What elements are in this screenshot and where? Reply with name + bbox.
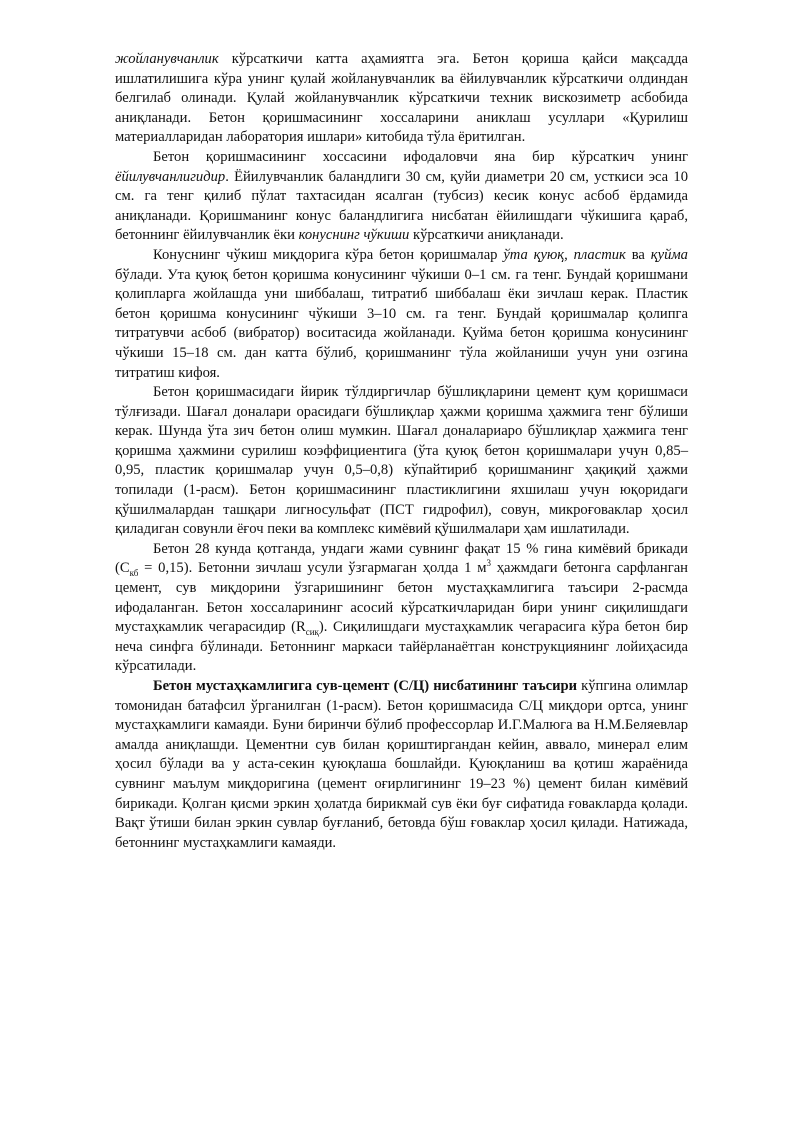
text-run: . Ёйилувчанлик баландлиги 30 см, қуйи диаметри 20 см, усткиси эса 10 см. га тенг қилиб пўлат тахтасидан ясалган (тубсиз) кесик конус асбоб ёрдамида аниқланади. Қоришманинг конус баландлигига нисбатан ёйилишдаги чўкишига қараб, бетоннинг ёйилувчанлик ёки <box>115 168 688 244</box>
subscript-siq: сиқ <box>305 627 319 638</box>
paragraph-spreadability <box>115 148 688 246</box>
superscript-3: 3 <box>486 558 491 569</box>
text-run: Конуснинг чўкиш миқдорига кўра бетон қоришмалар <box>153 246 504 263</box>
text-italic: конуснинг чўкиши <box>298 227 410 244</box>
text-run: ва <box>625 246 651 263</box>
paragraph-water-bonding <box>115 540 688 677</box>
text-run: ҳажмдаги бетонга сарфланган цемент, сув миқдорини ўзгаришининг бетон мустаҳкамлигига таъсири 2-расмда ифодаланган. Бетон хоссаларининг асосий кўрсаткичларидан бири унинг сиқилишдаги мустаҳкамлик чегарасидир (R <box>115 560 688 636</box>
paragraph-aggregate-voids <box>115 383 688 540</box>
paragraph-workability <box>115 50 688 148</box>
text-run: кўпгина олимлар томонидан батафсил ўрганилган (1-расм). Бетон қоришмасида С/Ц миқдори ортса, унинг мустаҳкамлиги камаяди. Буни биринчи бўлиб профессорлар И.Г.Малюга ва Н.М.Беляевлар амалда аниқлашди. Цементни сув билан қориштиргандан кейин, аввало, минерал елим ҳосил бўлади ва у аста-секин қуюқлаша бошлайди. Қуюқланиш ва қотиш жараёнида сувнинг маълум миқдоригина (цемент оғирлигининг 19–23 %) цемент билан кимёвий бирикади. Қолган қисми эркин ҳолатда бирикмай сув ёки буғ сифатида ғовакларда қолади. Вақт ўтиши билан эркин сувлар буғланиб, бетовда бўш ғоваклар ҳосил қилади. Натижада, бетоннинг мустаҳкамлиги камаяди. <box>115 678 688 851</box>
text-italic: ёйилувчанлигидир <box>115 168 226 185</box>
text-italic: жойланувчанлик <box>115 51 219 67</box>
subscript-kb: кб <box>129 568 139 579</box>
paragraph-water-cement-ratio <box>115 677 688 853</box>
text-run: кўрсаткичи катта аҳамиятга эга. Бетон қориша қайси мақсадда ишлатилишига кўра унинг қулай жойланувчанлик ва ёйилувчанлик кўрсаткичи олдиндан белгилаб олинади. Қулай жойланувчанлик кўрсаткичи техник вискозиметр асбобида аниқланади. Бетон қоришмасининг хоссаларини аниклаш усуллари «Қурилиш материалларидан лаборатория ишлари» китобида тўла ёритилган. <box>115 51 688 146</box>
text-italic: ўта қуюқ, пластик <box>503 246 626 263</box>
text-run: Бетон қоришмасидаги йирик тўлдиргичлар бўшлиқларини цемент қум қоришмаси тўлғизади. Шағал доналари орасидаги бўшлиқлар ҳажми қоришма ҳажмига тенг бўлиши керак. Шунда ўта зич бетон олиш мумкин. Шағал доналариаро бўшлиқлар ҳажмига тенг қоришма ҳажмини сурилиш коэффициентига (ўта қуюқ бетон қоришмалари учун 0,85–0,95, пластик қоришмалар учун 0,5–0,8) кўпайтириб қоришманинг ҳақиқий ҳажми топилади (1-расм). Бетон қоришмасининг пластиклигини яхшилаш учун юқоридаги қўшилмалардан ташқари лигносульфат (ПСТ гидрофил), совун, микроғоваклар ҳосил қиладиган совунли ёғоч пеки ва комплекс кимёвий қўшилмалари ҳам ишлатилади. <box>115 384 688 538</box>
text-run: Бетон 28 кунда қотганда, ундаги жами сувнинг фақат 15 % гина кимёвий брикади (С <box>115 540 688 577</box>
paragraph-cone-slump <box>115 246 688 383</box>
text-run: = 0,15). Бетонни зичлаш усули ўзгармаган ҳолда 1 м <box>138 560 487 577</box>
text-bold-heading: Бетон мустаҳкамлигига сув-цемент (С/Ц) нисбатининг таъсири <box>153 678 578 694</box>
text-run: ). Сиқилишдаги мустаҳкамлик чегарасига кўра бетон бир неча синфга бўлинади. Бетоннинг маркаси тайёрланаётган конструкциянинг лойиҳасида кўрсатилади. <box>115 619 688 675</box>
text-run: кўрсаткичи аниқланади. <box>409 227 564 244</box>
text-run: Бетон қоришмасининг хоссасини ифодаловчи яна бир кўрсаткич унинг <box>153 148 688 165</box>
document-page <box>115 50 688 853</box>
text-italic: қуйма <box>650 246 688 263</box>
text-run: бўлади. Ута қуюқ бетон қоришма конусининг чўкиши 0–1 см. га тенг. Бундай қоришмани қолипларга жойлашда уни шиббалаш, титратиб шиббалаш ёки зичлаш керак. Пластик бетон қоришма конусининг чўкиши 3–10 см. га тенг. Бундай қоришмалар қолипга титратувчи асбоб (вибратор) воситасида жойланади. Қуйма бетон қоришма конусининг чўкиши 15–18 см. дан катта бўлиб, қоришманинг тўла жойланиши учун уни озгина титратиш кифоя. <box>115 266 688 381</box>
